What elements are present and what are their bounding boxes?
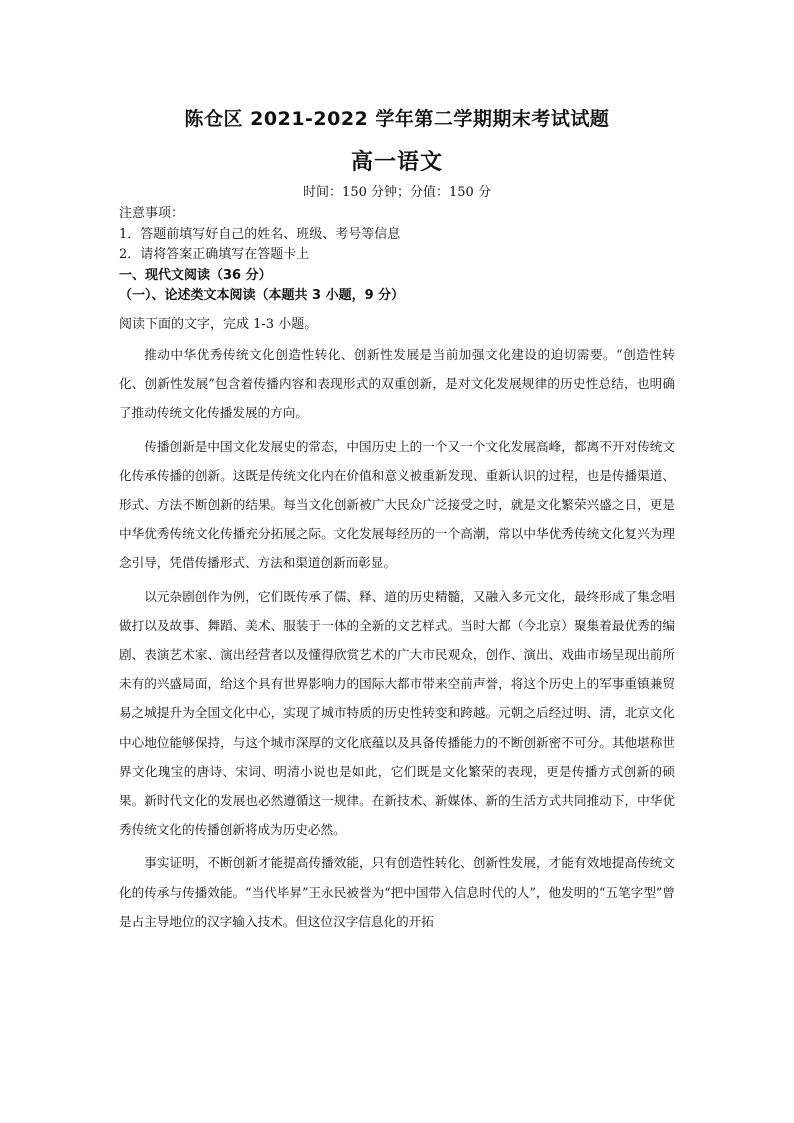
time-score-info: 时间：150 分钟；分值：150 分 <box>303 185 491 200</box>
section-title: 一、现代文阅读（36 分） <box>119 267 272 283</box>
reading-article <box>119 340 675 940</box>
article-paragraph: 推动中华优秀传统文化创造性转化、创新性发展是当前加强文化建设的迫切需要。“创造性转化、创新性发展”包含着传播内容和表现形式的双重创新，是对文化发展规律的历史性总结，也明确了推动传统文化传播发展的方向。 <box>119 347 675 421</box>
notes-block <box>119 204 679 307</box>
notes-item: 1．答题前填写好自己的姓名、班级、考号等信息 <box>119 226 401 242</box>
subject-title: 高一语文 <box>350 150 443 175</box>
section-subtitle: （一）、论述类文本阅读（本题共 3 小题，9 分） <box>119 288 405 303</box>
reading-instruction: 阅读下面的文字，完成 1-3 小题。 <box>119 317 318 332</box>
article-paragraph: 传播创新是中国文化发展史的常态，中国历史上的一个又一个文化发展高峰，都离不开对传统文化传承传播的创新。这既是传统文化内在价值和意义被重新发现、重新认识的过程，也是传播渠道、形式、方法不断创新的结果。每当文化创新被广大民众广泛接受之时，就是文化繁荣兴盛之日，更是中华优秀传统文化传播充分拓展之际。文化发展每经历的一个高潮，常以中华优秀传统文化复兴为理念引导，凭借传播形式、方法和渠道创新而彰显。 <box>119 438 675 571</box>
article-paragraph: 以元杂剧创作为例，它们既传承了儒、释、道的历史精髓，又融入多元文化，最终形成了集念唱做打以及故事、舞蹈、美术、服装于一体的全新的文艺样式。当时大都（今北京）聚集着最优秀的编剧、表演艺术家、演出经营者以及懂得欣赏艺术的广大市民观众，创作、演出、戏曲市场呈现出前所未有的兴盛局面，给这个具有世界影响力的国际大都市带来空前声誉，将这个历史上的军事重镇兼贸易之城提升为全国文化中心，实现了城市特质的历史性转变和跨越。元朝之后经过明、清，北京文化中心地位能够保持，与这个城市深厚的文化底蕴以及具备传播能力的不断创新密不可分。其他堪称世界文化瑰宝的唐诗、宋词、明清小说也是如此，它们既是文化繁荣的表现，更是传播方式创新的硕果。新时代文化的发展也必然遵循这一规律。在新技术、新媒体、新的生活方式共同推动下，中华优秀传统文化的传播创新将成为历史必然。 <box>119 588 675 838</box>
exam-title: 陈仓区 2021-2022 学年第二学期期末考试试题 <box>184 108 610 130</box>
notes-heading: 注意事项： <box>119 206 185 221</box>
notes-item: 2．请将答案正确填写在答题卡上 <box>119 247 310 262</box>
article-paragraph: 事实证明，不断创新才能提高传播效能，只有创造性转化、创新性发展，才能有效地提高传统文化的传承与传播效能。“当代毕昇”王永民被誉为“把中国带入信息时代的人”，他发明的“五笔字型”曾是占主导地位的汉字输入技术。但这位汉字信息化的开拓 <box>119 855 675 929</box>
